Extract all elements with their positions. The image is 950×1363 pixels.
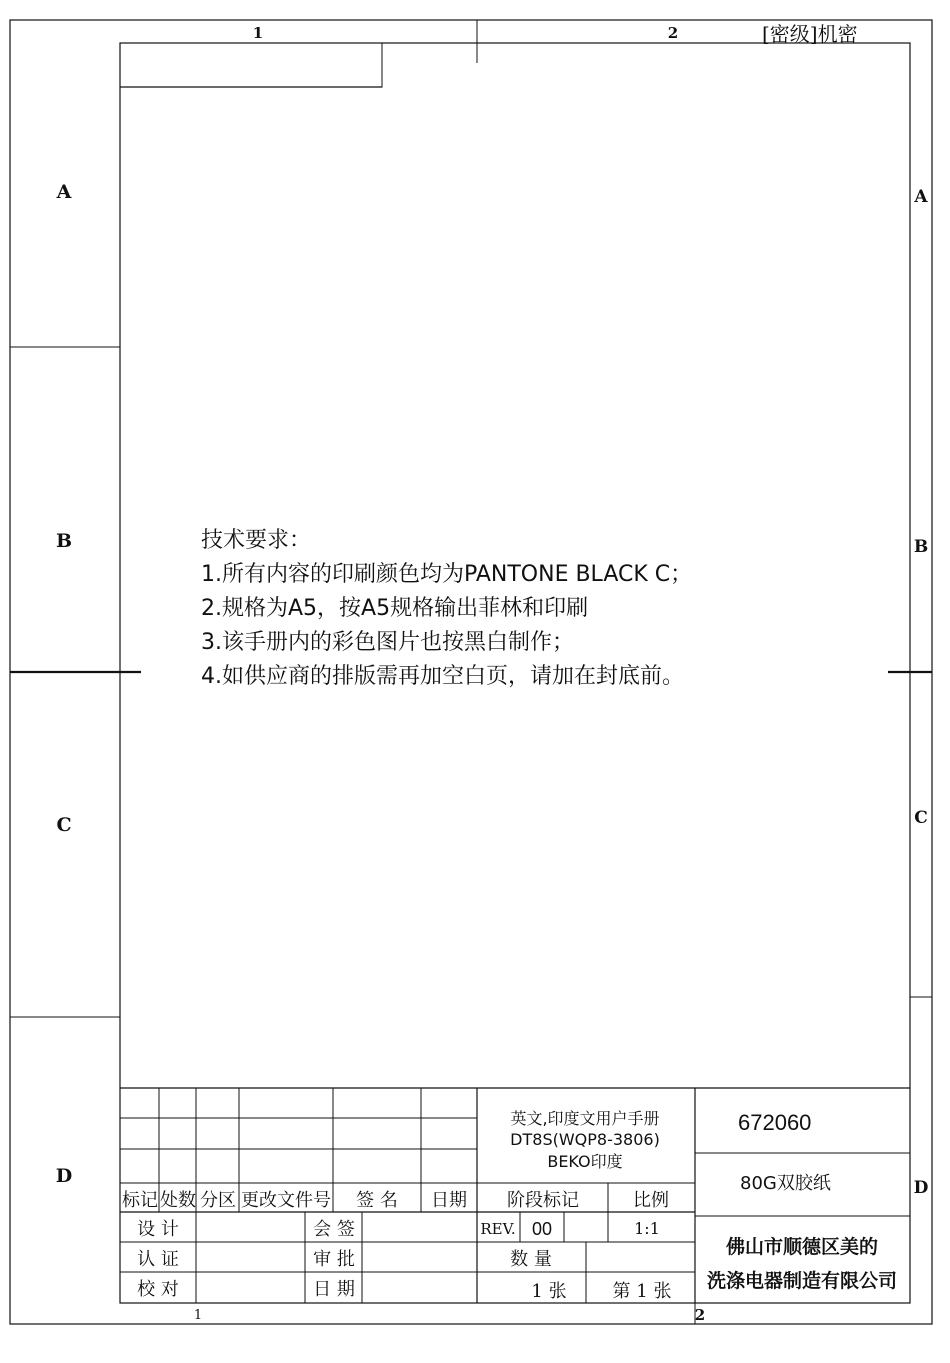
company-line-1: 佛山市顺德区美的: [725, 1236, 879, 1258]
requirement-item-3: 3.该手册内的彩色图片也按黑白制作；: [201, 630, 574, 655]
header-stage-mark: 阶段标记: [507, 1190, 579, 1211]
material: 80G双胶纸: [740, 1173, 831, 1194]
doc-title-line-1: 英文,印度文用户手册: [510, 1109, 660, 1128]
row-label-right-d: D: [913, 1178, 929, 1198]
col-label-bottom-2: 2: [694, 1306, 706, 1324]
requirement-item-1: 1.所有内容的印刷颜色均为PANTONE BLACK C；: [201, 562, 693, 587]
row-label-right-b: B: [913, 537, 929, 557]
row-label-left-d: D: [55, 1165, 73, 1187]
doc-title-line-3: BEKO印度: [547, 1152, 623, 1171]
rev-value: 00: [531, 1219, 553, 1239]
label-certify: 认 证: [137, 1249, 179, 1270]
company-line-2: 洗涤电器制造有限公司: [706, 1270, 898, 1292]
row-label-left-a: A: [56, 181, 72, 203]
label-quantity: 数 量: [510, 1249, 552, 1270]
col-label-bottom-1: 1: [193, 1308, 203, 1323]
header-zone: 分区: [200, 1190, 236, 1211]
label-approve: 审 批: [313, 1249, 355, 1270]
doc-title-line-2: DT8S(WQP8-3806): [510, 1130, 660, 1149]
header-change-doc: 更改文件号: [241, 1190, 331, 1211]
sheet-number: 第 1 张: [612, 1281, 672, 1302]
row-label-left-c: C: [56, 814, 72, 836]
row-label-right-a: A: [914, 187, 928, 207]
scale-value: 1:1: [634, 1219, 660, 1238]
requirements-heading: 技术要求：: [201, 528, 312, 553]
row-label-left-b: B: [55, 530, 73, 552]
header-date: 日期: [431, 1190, 467, 1211]
header-mark: 标记: [122, 1190, 158, 1211]
technical-requirements: [201, 524, 841, 694]
rev-label: REV.: [480, 1220, 516, 1238]
requirement-item-4: 4.如供应商的排版需再加空白页，请加在封底前。: [201, 664, 684, 689]
requirement-item-2: 2.规格为A5，按A5规格输出菲林和印刷: [201, 596, 589, 621]
label-countersign: 会 签: [313, 1219, 355, 1240]
sheet-total: 1 张: [531, 1281, 567, 1302]
header-signature: 签 名: [356, 1190, 398, 1211]
header-scale: 比例: [633, 1190, 669, 1211]
col-label-top-2: 2: [667, 24, 679, 42]
row-label-right-c: C: [914, 808, 928, 828]
header-count: 处数: [160, 1190, 196, 1211]
part-number: 672060: [738, 1110, 812, 1135]
col-label-top-1: 1: [252, 24, 264, 42]
label-date2: 日 期: [313, 1279, 355, 1300]
secrecy-level: [密级]机密: [762, 22, 858, 46]
label-design: 设 计: [137, 1219, 179, 1240]
label-check: 校 对: [137, 1279, 179, 1300]
